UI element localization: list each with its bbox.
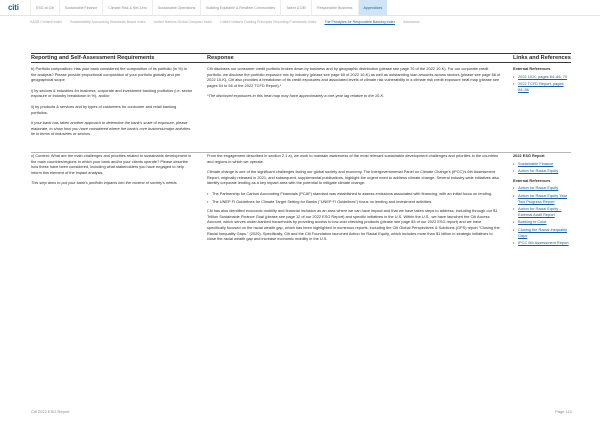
links-cell — [509, 66, 571, 150]
ref-link-tcfd[interactable]: 2022 TCFD Report, pages 54–56 — [518, 81, 564, 92]
requirement-item-ii: ii) by products & services and by types of customers for consumer and retail banking portfolios. — [31, 103, 177, 115]
response-footnote: *The disclosed exposures in this heat map may have approximately a one-year lag relative to the 10-K. — [207, 93, 385, 99]
requirement-note: This step aims to put your bank's portfolio impacts into the context of society's needs. — [31, 180, 178, 186]
response-paragraph: Citi has also identified economic mobility and financial inclusion as an area where we can have impact and that we have taken steps to address, including through our $1 Trillion Sustainable Finance Goal (please see page 12 of our 2022 ESG Report) and specific initiatives in the U.S. Within the U.S., we have launched the Citi Access Account, which serves under-banked households by providing access to low-cost checking products (please see page 85 of our 2022 ESG report) and we have specifically focused on the racial wealth gap, which has been highlighted in numerous reports, including the Citi Global Perspectives & Solutions (GPS) report "Closing the Racial Inequality Gaps," (2020). Specifically, Citi and the Citi Foundation launched Action for Racial Equity, which includes more than $1 billion in strategic initiatives to close the racial wealth gap and increase economic mobility in the U.S. — [207, 208, 500, 242]
response-paragraph: From the engagement described in section 2.1 a), we work to maintain awareness of the most relevant sustainable development challenges and priorities in the countries and regions in which we operate. — [207, 153, 499, 164]
response-cell — [199, 153, 509, 393]
response-bullet: • The UNEP FI Guidelines for Climate Target Setting for Banks ("UNEP FI Guidelines") focus on lending and investment activities. — [207, 199, 501, 205]
response-paragraph: Citi discloses our consumer credit portfolio broken down by business and by geographic distribution (please see page 70 of the 2022 10-K). For our corporate credit portfolio, we disclose the portfolio exposure mix by industry (please see page 65 of 2022 10-K) as well as outstanding loan amounts across sectors (please see page 66 of 2022 10-K). Citi also provides a breakdown of its credit exposures and associated levels of climate risk vulnerability in a climate risk credit exposure heat map (please see pages 54 to 56 of the 2022 TCFD Report).* — [207, 66, 501, 88]
nav-responsible-business[interactable]: Responsible Business — [311, 0, 357, 16]
ref-list — [513, 74, 571, 93]
footer-page-number: Page 110 — [555, 409, 572, 414]
subnav-sasb-index[interactable]: Sustainability Accounting Standards Board Index — [70, 20, 146, 24]
nav-communities[interactable]: Building Equitable & Resilient Communities — [200, 0, 280, 16]
subnav-prb-index[interactable]: The Principles for Responsible Banking Index — [324, 20, 396, 24]
response-bullet: • The Partnership for Carbon Accounting Financials (PCAF) standard was established to assess emissions associated with financing, with an initial focus on lending. — [207, 191, 501, 197]
response-bullets — [207, 191, 501, 204]
subnav-ungp-index[interactable]: United Nations Guiding Principles Reporting Framework Index — [220, 20, 317, 24]
ref-link-banking-in-color[interactable]: Banking in Color — [518, 219, 547, 225]
requirement-note: If your bank has taken another approach to determine the bank's scale of exposure, please elaborate, to show how you have considered where the bank's core business/major activities lie in terms of industries or sectors. — [31, 120, 191, 137]
links-cell — [509, 153, 571, 393]
logo-text: citi — [8, 3, 19, 12]
subnav-ungc-index[interactable]: United Nations Global Compact Index — [153, 20, 213, 24]
ref-list — [513, 185, 571, 245]
header-requirements: Reporting and Self-Assessment Requirements — [31, 55, 155, 61]
requirement-item-i: i) by sectors & industries for business, corporate and investment banking portfolios (i.e. sector exposure or industry breakdown in %), and/or — [31, 87, 193, 99]
ref-link-closing-gaps[interactable]: Closing the Racial Inequality Gaps — [518, 226, 568, 238]
nav-esg-at-citi[interactable]: ESG at Citi — [30, 0, 59, 16]
top-navigation — [0, 0, 600, 16]
nav-sustainable-operations[interactable]: Sustainable Operations — [152, 0, 200, 16]
ref-link-progress-report[interactable]: Action for Racial Equity Year Two Progress Report — [518, 192, 568, 204]
ref-group-title: External References — [513, 177, 551, 183]
table-row — [31, 153, 571, 393]
nav-talent-dei[interactable]: Talent & DEI — [280, 0, 311, 16]
ref-list — [513, 161, 571, 174]
ref-link-ipcc-report[interactable]: IPCC 6th Assessment Report — [518, 240, 569, 246]
subnav-assurance[interactable]: Assurance — [403, 20, 420, 24]
ref-link-action-racial-equity[interactable]: Action for Racial Equity — [518, 168, 559, 174]
ref-link-10k[interactable]: 2022 10-K, pages 64–66, 70 — [518, 73, 568, 79]
sub-navigation — [0, 17, 600, 27]
table-header — [31, 53, 571, 63]
requirement-question: b) Portfolio composition: Has your bank considered the composition of its portfolio (in %) in the analysis? Please provide proportional composition of your portfolio globally and per geographical scope — [31, 66, 187, 83]
requirement-cell — [31, 66, 199, 150]
requirement-cell — [31, 153, 199, 393]
header-response: Response — [207, 55, 234, 61]
subnav-sasb-content-index[interactable]: SASB Content Index — [30, 20, 63, 24]
ref-link-audit-report[interactable]: Action for Racial Equity – External Audit Report — [518, 206, 562, 217]
ref-group-title: 2022 ESG Report — [513, 153, 545, 158]
footer-report-title: Citi 2022 ESG Report — [31, 409, 70, 414]
nav-climate-risk[interactable]: Climate Risk & Net Zero — [102, 0, 152, 16]
header-links: Links and References — [513, 55, 571, 61]
response-paragraph: Climate change is one of the significant challenges facing our global society and economy. The Intergovernmental Panel on Climate Change's (IPCC)'s 6th Assessment Report, originally released in 2021, and subsequent, supplemental publications, highlight the urgent need to address climate change. Several industry-wide initiatives also identify corporate lending as a key impact area with the potential to mitigate climate change: — [207, 169, 499, 186]
citi-logo[interactable] — [0, 3, 30, 12]
ref-link-sustainable-finance[interactable]: Sustainable Finance — [518, 160, 554, 166]
nav-appendices[interactable]: Appendices — [358, 0, 388, 16]
response-cell — [199, 66, 509, 150]
requirement-question: c) Context: What are the main challenges and priorities related to sustainable development in the main countries/regions in which your bank and/or your clients operate? Please describe how these have been considered, including what stakeholders you have engaged to help inform this element of the impact analysis. — [31, 153, 192, 175]
ref-group-title: External References — [513, 66, 551, 71]
ref-link-action-racial-equity[interactable]: Action for Racial Equity — [518, 185, 559, 191]
nav-sustainable-finance[interactable]: Sustainable Finance — [59, 0, 103, 16]
table-row — [31, 66, 571, 150]
